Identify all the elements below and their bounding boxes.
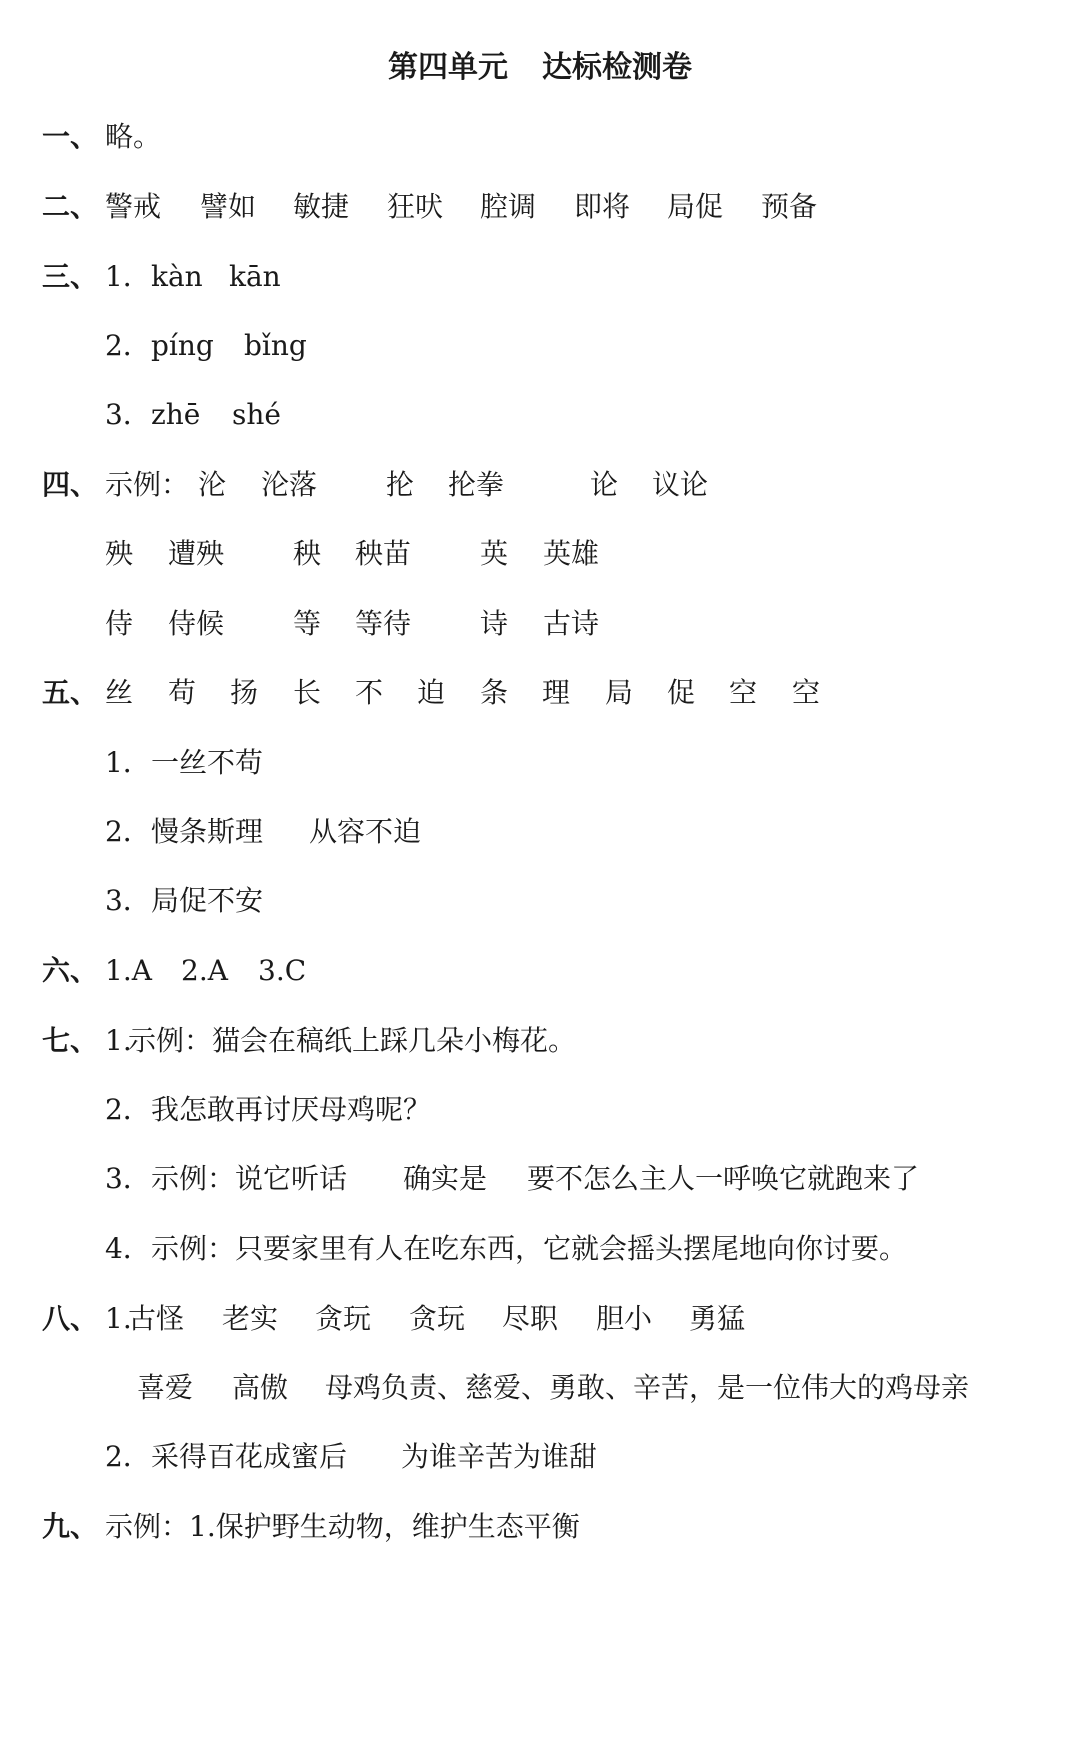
section-3-item-2 bbox=[0, 323, 307, 369]
section-8-line-2 bbox=[0, 1365, 970, 1411]
item-number: 1． bbox=[105, 746, 151, 779]
section-7-item-4 bbox=[0, 1226, 908, 1272]
item-number: 1． bbox=[105, 260, 151, 293]
section-label: 九、 bbox=[42, 1510, 99, 1543]
answer-text: 示例：猫会在稿纸上踩几朵小梅花。 bbox=[128, 1024, 577, 1057]
section-4-row-2 bbox=[0, 531, 600, 577]
pinyin: kàn bbox=[151, 260, 203, 293]
char: 不 bbox=[355, 676, 384, 709]
answer-text: 慢条斯理 bbox=[151, 815, 264, 848]
char: 侍 bbox=[105, 607, 134, 640]
char: 苟 bbox=[168, 676, 197, 709]
answer-text: 示例：1.保护野生动物，维护生态平衡 bbox=[105, 1510, 580, 1543]
answer-text: 从容不迫 bbox=[309, 815, 422, 848]
item-number: 2． bbox=[105, 329, 151, 362]
word: 敏捷 bbox=[293, 190, 350, 223]
answer-text: 示例：只要家里有人在吃东西，它就会摇头摆尾地向你讨要。 bbox=[151, 1232, 908, 1265]
word: 勇猛 bbox=[689, 1302, 746, 1335]
answer-choice: 1.A bbox=[105, 954, 152, 987]
word: 古诗 bbox=[543, 607, 600, 640]
pinyin: zhē bbox=[151, 398, 201, 431]
section-8 bbox=[0, 1296, 746, 1342]
word: 英雄 bbox=[543, 537, 600, 570]
char: 局 bbox=[605, 676, 634, 709]
char: 抡 bbox=[386, 468, 415, 501]
section-label: 五、 bbox=[42, 676, 99, 709]
item-number: 1. bbox=[105, 1302, 132, 1335]
section-5-item-3 bbox=[0, 878, 264, 924]
answer-text: 确实是 bbox=[403, 1162, 488, 1195]
answer-text: 为谁辛苦为谁甜 bbox=[401, 1440, 598, 1473]
item-number: 4． bbox=[105, 1232, 151, 1265]
word: 高傲 bbox=[232, 1371, 289, 1404]
word: 譬如 bbox=[200, 190, 257, 223]
word: 古怪 bbox=[128, 1302, 185, 1335]
answer-text: 采得百花成蜜后 bbox=[151, 1440, 348, 1473]
char: 空 bbox=[792, 676, 821, 709]
section-7-item-3 bbox=[0, 1156, 920, 1202]
word: 秧苗 bbox=[355, 537, 412, 570]
section-9 bbox=[0, 1504, 580, 1550]
section-6 bbox=[0, 948, 307, 994]
section-label: 一、 bbox=[42, 120, 99, 153]
word: 胆小 bbox=[596, 1302, 653, 1335]
char: 空 bbox=[729, 676, 758, 709]
answer-text: 我怎敢再讨厌母鸡呢？ bbox=[151, 1093, 432, 1126]
answer-text: 母鸡负责、慈爱、勇敢、辛苦，是一位伟大的鸡母亲 bbox=[325, 1371, 970, 1404]
word: 贪玩 bbox=[409, 1302, 466, 1335]
char: 扬 bbox=[230, 676, 259, 709]
char: 长 bbox=[293, 676, 322, 709]
section-7 bbox=[0, 1018, 577, 1064]
pinyin: píng bbox=[151, 329, 214, 362]
word: 遭殃 bbox=[168, 537, 225, 570]
section-label: 八、 bbox=[42, 1302, 99, 1335]
answer-text: 示例：说它听话 bbox=[151, 1162, 348, 1195]
char: 秧 bbox=[293, 537, 322, 570]
char: 丝 bbox=[105, 676, 134, 709]
word: 议论 bbox=[652, 468, 709, 501]
item-number: 2． bbox=[105, 815, 151, 848]
section-2 bbox=[0, 184, 818, 230]
char: 沦 bbox=[198, 468, 227, 501]
section-label: 七、 bbox=[42, 1024, 99, 1057]
page-title bbox=[0, 46, 1080, 90]
section-label: 六、 bbox=[42, 954, 99, 987]
item-number: 3． bbox=[105, 398, 151, 431]
section-7-item-2 bbox=[0, 1087, 432, 1133]
section-label: 二、 bbox=[42, 190, 99, 223]
word: 喜爱 bbox=[137, 1371, 194, 1404]
pinyin: kān bbox=[229, 260, 281, 293]
word: 即将 bbox=[574, 190, 631, 223]
word: 老实 bbox=[222, 1302, 279, 1335]
char: 诗 bbox=[480, 607, 509, 640]
item-number: 1. bbox=[105, 1024, 132, 1057]
word: 局促 bbox=[667, 190, 724, 223]
item-number: 2． bbox=[105, 1440, 151, 1473]
answer-text: 局促不安 bbox=[151, 884, 264, 917]
answer-text: 要不怎么主人一呼唤它就跑来了 bbox=[527, 1162, 920, 1195]
word: 预备 bbox=[761, 190, 818, 223]
word: 抡拳 bbox=[448, 468, 505, 501]
item-number: 3． bbox=[105, 884, 151, 917]
char: 殃 bbox=[105, 537, 134, 570]
section-1 bbox=[0, 114, 162, 160]
pinyin: shé bbox=[232, 398, 281, 431]
word: 狂吠 bbox=[387, 190, 444, 223]
char: 论 bbox=[590, 468, 619, 501]
section-3-item-3 bbox=[0, 392, 281, 438]
char: 英 bbox=[480, 537, 509, 570]
title-unit: 第四单元 bbox=[388, 50, 508, 85]
word: 腔调 bbox=[480, 190, 537, 223]
word: 沦落 bbox=[261, 468, 318, 501]
char: 迫 bbox=[417, 676, 446, 709]
char: 促 bbox=[667, 676, 696, 709]
answer-text: 略。 bbox=[105, 120, 162, 153]
section-label: 三、 bbox=[42, 260, 99, 293]
answer-text: 一丝不苟 bbox=[151, 746, 264, 779]
section-label: 四、 bbox=[42, 468, 99, 501]
word: 等待 bbox=[355, 607, 412, 640]
section-4 bbox=[0, 462, 709, 508]
section-8-item-2 bbox=[0, 1434, 598, 1480]
section-3 bbox=[0, 254, 281, 300]
section-4-row-3 bbox=[0, 601, 600, 647]
section-5 bbox=[0, 670, 821, 716]
item-number: 2． bbox=[105, 1093, 151, 1126]
section-5-item-2 bbox=[0, 809, 422, 855]
answer-choice: 2.A bbox=[181, 954, 228, 987]
answer-choice: 3.C bbox=[258, 954, 307, 987]
word: 警戒 bbox=[105, 190, 162, 223]
title-test: 达标检测卷 bbox=[542, 50, 692, 85]
section-5-item-1 bbox=[0, 740, 264, 786]
word: 贪玩 bbox=[315, 1302, 372, 1335]
char: 条 bbox=[480, 676, 509, 709]
example-prefix: 示例： bbox=[105, 468, 190, 501]
item-number: 3． bbox=[105, 1162, 151, 1195]
word: 侍候 bbox=[168, 607, 225, 640]
word: 尽职 bbox=[502, 1302, 559, 1335]
pinyin: bǐng bbox=[244, 329, 307, 362]
char: 等 bbox=[293, 607, 322, 640]
char: 理 bbox=[542, 676, 571, 709]
